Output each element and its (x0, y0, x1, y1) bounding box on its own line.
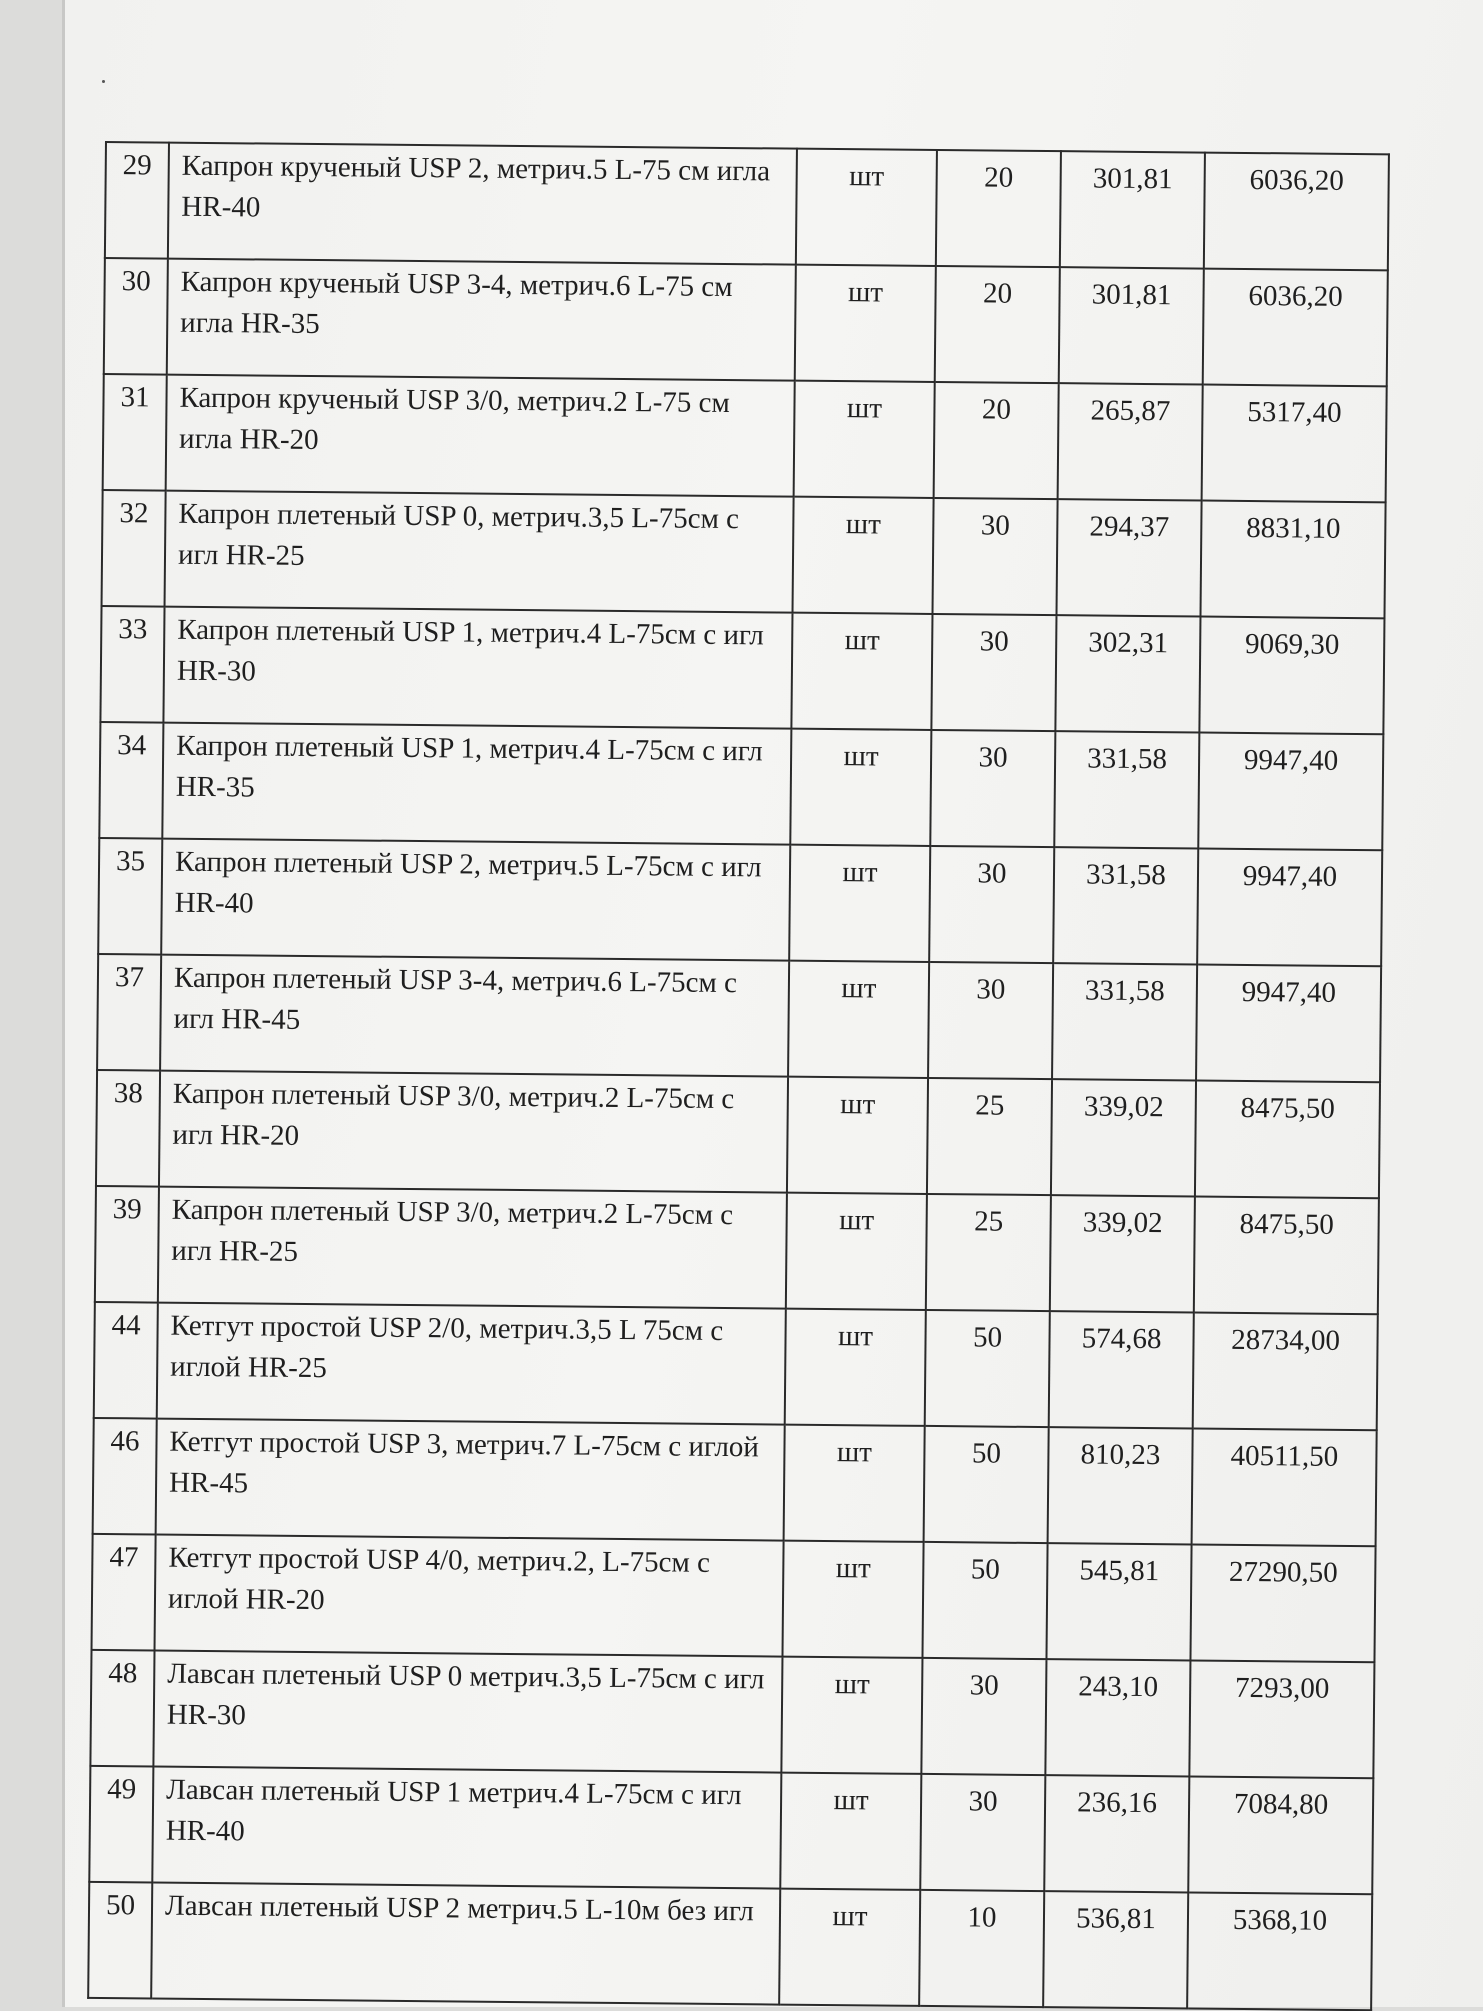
row-number: 48 (90, 1650, 154, 1767)
item-quantity: 30 (920, 1774, 1045, 1891)
item-unit: шт (789, 845, 930, 962)
item-total: 28734,00 (1193, 1313, 1378, 1431)
row-number: 31 (103, 374, 167, 491)
item-unit: шт (782, 1541, 923, 1658)
item-price: 236,16 (1044, 1775, 1189, 1892)
item-unit: шт (786, 1193, 927, 1310)
item-name: Капрон крученый USP 3-4, метрич.6 L-75 см игла HR-35 (167, 259, 796, 381)
item-price: 331,58 (1052, 963, 1197, 1080)
item-name: Капрон плетеный USP 3-4, метрич.6 L-75см с игл HR-45 (160, 955, 789, 1077)
item-quantity: 10 (919, 1890, 1044, 2007)
item-unit: шт (796, 149, 937, 266)
table-row (90, 1650, 1374, 1778)
table-row (94, 1302, 1378, 1430)
item-price: 294,37 (1056, 499, 1201, 616)
item-price: 302,31 (1055, 615, 1200, 732)
row-number: 34 (99, 722, 163, 839)
item-unit: шт (795, 265, 936, 382)
row-number: 47 (92, 1534, 156, 1651)
item-quantity: 30 (929, 846, 1054, 963)
item-total: 9947,40 (1198, 733, 1383, 851)
row-number: 30 (104, 258, 168, 375)
item-name: Лавсан плетеный USP 1 метрич.4 L-75см с игл HR-40 (152, 1767, 781, 1889)
item-name: Кетгут простой USP 2/0, метрич.3,5 L 75см с иглой HR-25 (157, 1303, 786, 1425)
table-row (103, 374, 1387, 502)
item-quantity: 20 (936, 150, 1061, 267)
row-number: 46 (93, 1418, 157, 1535)
table-row (98, 838, 1382, 966)
item-unit: шт (793, 497, 934, 614)
item-quantity: 30 (921, 1658, 1046, 1775)
paper-left-edge (62, 0, 65, 2007)
item-quantity: 30 (932, 498, 1057, 615)
item-price: 339,02 (1050, 1195, 1195, 1312)
item-name: Лавсан плетеный USP 0 метрич.3,5 L-75см с игл HR-30 (153, 1651, 782, 1773)
item-name: Капрон крученый USP 2, метрич.5 L-75 см игла HR-40 (168, 143, 797, 265)
item-unit: шт (785, 1309, 926, 1426)
table-row (89, 1766, 1373, 1894)
item-total: 40511,50 (1192, 1429, 1377, 1547)
item-name: Капрон плетеный USP 2, метрич.5 L-75см с игл HR-40 (161, 839, 790, 961)
item-total: 7084,80 (1188, 1776, 1373, 1894)
item-name: Капрон плетеный USP 0, метрич.3,5 L-75см с игл HR-25 (165, 491, 794, 613)
item-quantity: 50 (924, 1426, 1049, 1543)
row-number: 38 (96, 1070, 160, 1187)
item-unit: шт (780, 1773, 921, 1890)
item-name: Капрон плетеный USP 3/0, метрич.2 L-75см с игл HR-20 (159, 1071, 788, 1193)
table-row (102, 490, 1386, 618)
item-total: 8475,50 (1195, 1081, 1380, 1199)
item-quantity: 30 (928, 962, 1053, 1079)
item-quantity: 30 (930, 730, 1055, 847)
item-price: 545,81 (1046, 1543, 1191, 1660)
row-number: 49 (89, 1766, 153, 1883)
item-total: 5317,40 (1202, 385, 1387, 503)
table-row (96, 1070, 1380, 1198)
item-name: Капрон плетеный USP 1, метрич.4 L-75см с игл HR-35 (162, 723, 791, 845)
table-row (93, 1418, 1377, 1546)
row-number: 44 (94, 1302, 158, 1419)
item-quantity: 50 (925, 1310, 1050, 1427)
item-quantity: 20 (934, 382, 1059, 499)
item-price: 574,68 (1049, 1311, 1194, 1428)
item-total: 6036,20 (1203, 269, 1388, 387)
paper-speck (102, 80, 105, 83)
item-price: 331,58 (1054, 731, 1199, 848)
item-total: 9069,30 (1199, 617, 1384, 735)
item-price: 339,02 (1051, 1079, 1196, 1196)
item-total: 9947,40 (1197, 849, 1382, 967)
item-price: 301,81 (1059, 267, 1204, 384)
table-row (95, 1186, 1379, 1314)
item-name: Капрон плетеный USP 1, метрич.4 L-75см с игл HR-30 (163, 607, 792, 729)
item-price: 265,87 (1058, 383, 1203, 500)
item-name: Кетгут простой USP 4/0, метрич.2, L-75см с иглой HR-20 (155, 1535, 784, 1657)
item-unit: шт (791, 613, 932, 730)
item-total: 27290,50 (1190, 1544, 1375, 1662)
item-price: 536,81 (1043, 1891, 1188, 2008)
item-quantity: 25 (927, 1078, 1052, 1195)
item-price: 331,58 (1053, 847, 1198, 964)
item-quantity: 25 (926, 1194, 1051, 1311)
items-table (87, 141, 1390, 2011)
table-row (88, 1882, 1372, 2010)
item-name: Лавсан плетеный USP 2 метрич.5 L-10м без игл (151, 1883, 780, 2005)
row-number: 35 (98, 838, 162, 955)
item-price: 810,23 (1048, 1427, 1193, 1544)
row-number: 29 (105, 142, 169, 259)
item-name: Кетгут простой USP 3, метрич.7 L-75см с иглой HR-45 (156, 1419, 785, 1541)
item-total: 7293,00 (1189, 1660, 1374, 1778)
item-unit: шт (779, 1889, 920, 2006)
table-row (104, 258, 1388, 386)
item-unit: шт (787, 1077, 928, 1194)
table-row (105, 142, 1389, 270)
row-number: 39 (95, 1186, 159, 1303)
table-row (100, 606, 1384, 734)
table-body (88, 142, 1389, 2010)
item-total: 5368,10 (1187, 1892, 1372, 2010)
table-row (97, 954, 1381, 1082)
item-total: 8475,50 (1194, 1197, 1379, 1315)
item-name: Капрон плетеный USP 3/0, метрич.2 L-75см с игл HR-25 (158, 1187, 787, 1309)
item-unit: шт (788, 961, 929, 1078)
item-unit: шт (794, 381, 935, 498)
row-number: 50 (88, 1882, 152, 1999)
row-number: 37 (97, 954, 161, 1071)
row-number: 33 (100, 606, 164, 723)
item-price: 301,81 (1060, 151, 1205, 268)
item-name: Капрон крученый USP 3/0, метрич.2 L-75 см игла HR-20 (166, 375, 795, 497)
item-quantity: 50 (922, 1542, 1047, 1659)
item-total: 6036,20 (1204, 153, 1389, 271)
table-row (99, 722, 1383, 850)
table-row (92, 1534, 1376, 1662)
item-quantity: 20 (935, 266, 1060, 383)
item-price: 243,10 (1045, 1659, 1190, 1776)
row-number: 32 (102, 490, 166, 607)
item-quantity: 30 (931, 614, 1056, 731)
item-unit: шт (784, 1425, 925, 1542)
item-unit: шт (790, 729, 931, 846)
item-total: 8831,10 (1200, 501, 1385, 619)
item-unit: шт (781, 1657, 922, 1774)
item-total: 9947,40 (1196, 965, 1381, 1083)
